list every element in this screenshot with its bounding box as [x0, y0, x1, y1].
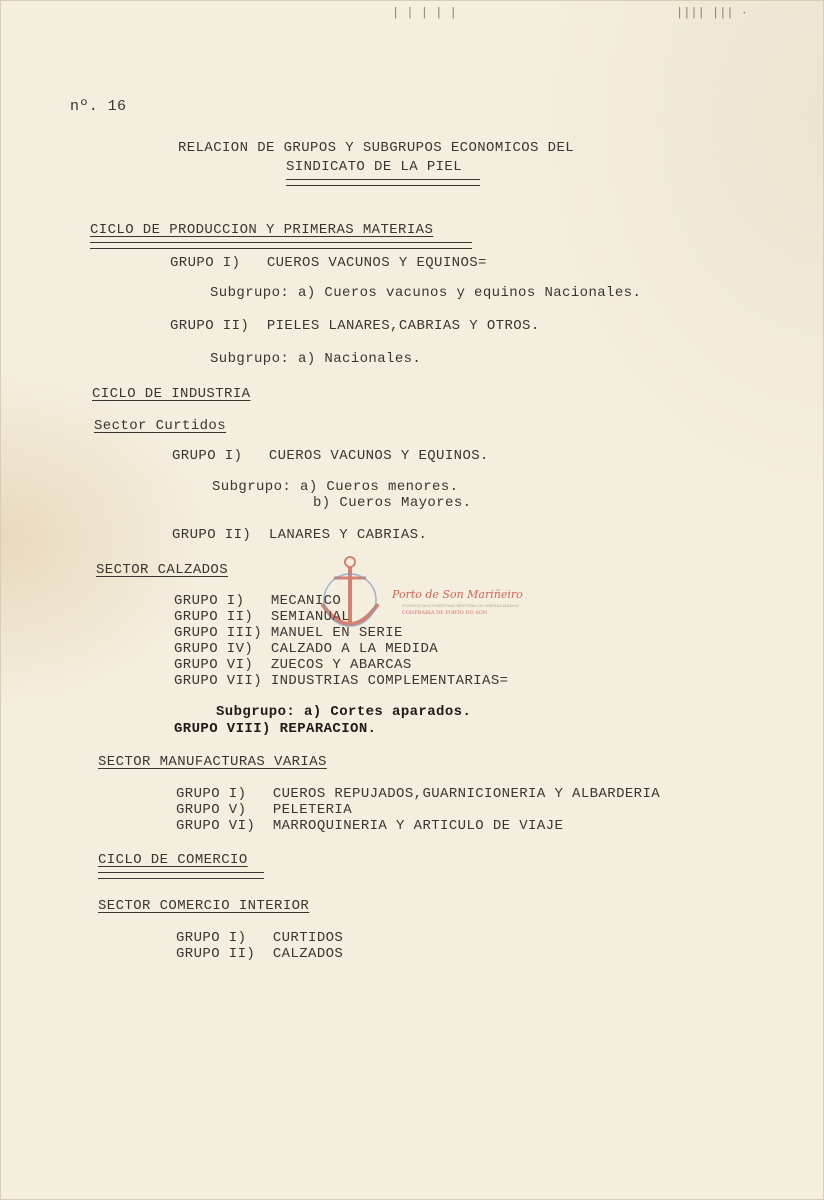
produccion-grupo-2-subgrupo: Subgrupo: a) Nacionales. [210, 351, 422, 367]
document-title-line1: RELACION DE GRUPOS Y SUBGRUPOS ECONOMICOS DEL [178, 140, 575, 156]
calzados-grupo-8: GRUPO VIII) REPARACION. [174, 721, 377, 737]
manufacturas-grupo-line: GRUPO V) PELETERIA [176, 802, 353, 818]
comercio-grupo-line: GRUPO I) CURTIDOS [176, 930, 344, 946]
ciclo-comercio-heading: CICLO DE COMERCIO [98, 852, 248, 868]
sector-curtidos-heading: Sector Curtidos [94, 418, 227, 434]
curtidos-grupo-2: GRUPO II) LANARES Y CABRIAS. [172, 527, 428, 543]
anchor-watermark-icon [310, 552, 390, 642]
manufacturas-grupo-line: GRUPO I) CUEROS REPUJADOS,GUARNICIONERIA Y ALBARDERIA [176, 786, 661, 802]
document-number: nº. 16 [70, 98, 127, 115]
paper-mark: |||| ||| · [676, 6, 749, 20]
ciclo-produccion-heading: CICLO DE PRODUCCION Y PRIMERAS MATERIAS [90, 222, 434, 238]
paper-mark: | | | | | [392, 6, 457, 20]
calzados-subgrupo: Subgrupo: a) Cortes aparados. [216, 704, 472, 720]
calzados-grupo-line: GRUPO IV) CALZADO A LA MEDIDA [174, 641, 439, 657]
calzados-grupo-line: GRUPO I) MECANICO [174, 593, 342, 609]
ciclo-industria-heading: CICLO DE INDUSTRIA [92, 386, 251, 402]
watermark-line1: FONDOS DOCUMENTAIS HISTÓRICOS DIXITALIZADOS [402, 603, 519, 608]
sector-comercio-interior-heading: SECTOR COMERCIO INTERIOR [98, 898, 310, 914]
watermark-line2: CONFRARIA DE PORTO DO SON [402, 610, 488, 616]
produccion-grupo-1: GRUPO I) CUEROS VACUNOS Y EQUINOS= [170, 255, 487, 271]
curtidos-subgrupo-b: b) Cueros Mayores. [313, 495, 472, 511]
document-title-line2: SINDICATO DE LA PIEL [286, 159, 463, 175]
curtidos-grupo-1: GRUPO I) CUEROS VACUNOS Y EQUINOS. [172, 448, 489, 464]
comercio-grupo-line: GRUPO II) CALZADOS [176, 946, 344, 962]
calzados-grupo-line: GRUPO III) MANUEL EN SERIE [174, 625, 403, 641]
calzados-grupo-line: GRUPO VII) INDUSTRIAS COMPLEMENTARIAS= [174, 673, 509, 689]
sector-manufacturas-heading: SECTOR MANUFACTURAS VARIAS [98, 754, 327, 770]
title-double-underline [286, 179, 480, 186]
produccion-grupo-1-subgrupo: Subgrupo: a) Cueros vacunos y equinos Nacionales. [210, 285, 642, 301]
calzados-grupo-line: GRUPO II) SEMIANUAL [174, 609, 351, 625]
calzados-grupo-line: GRUPO VI) ZUECOS Y ABARCAS [174, 657, 412, 673]
watermark-name: Porto de Son Mariñeiro [392, 588, 523, 601]
ciclo-produccion-double-underline [90, 242, 472, 249]
produccion-grupo-2: GRUPO II) PIELES LANARES,CABRIAS Y OTROS. [170, 318, 540, 334]
sector-calzados-heading: SECTOR CALZADOS [96, 562, 229, 578]
manufacturas-grupo-line: GRUPO VI) MARROQUINERIA Y ARTICULO DE VIAJE [176, 818, 564, 834]
ciclo-comercio-double-underline [98, 872, 264, 879]
curtidos-subgrupo-a: Subgrupo: a) Cueros menores. [212, 479, 459, 495]
